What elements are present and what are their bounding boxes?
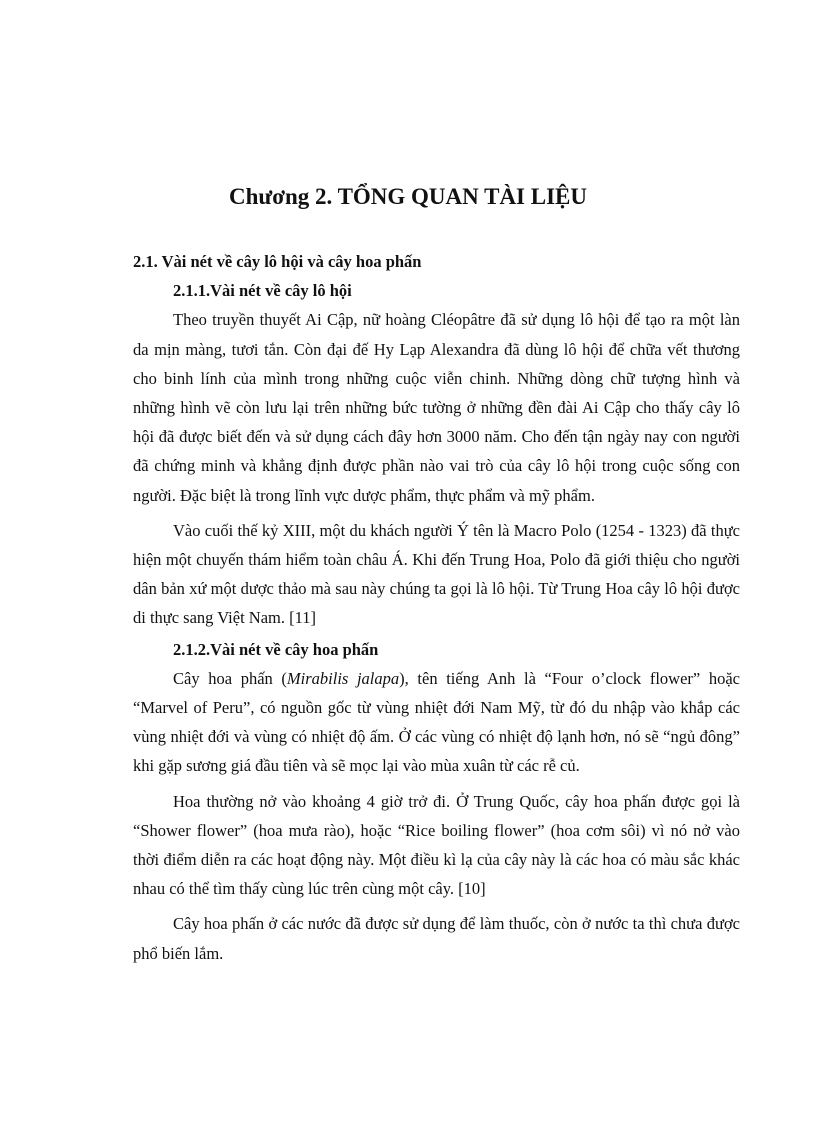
chapter-title: Chương 2. TỔNG QUAN TÀI LIỆU bbox=[229, 184, 587, 209]
paragraph-hoa-phan-medicine: Cây hoa phấn ở các nước đã được sử dụng để làm thuốc, còn ở nước ta thì chưa được phổ biến lắm. bbox=[133, 914, 740, 963]
paragraph-rest-text: ), tên tiếng Anh là “Four o’clock flower” hoặc “Marvel of Peru”, có nguồn gốc từ vùng nhiệt đới Nam Mỹ, từ đó du nhập vào khắp các vùng nhiệt đới và vùng có nhiệt độ ấm. Ở các vùng có nhiệt độ lạnh hơn, nó sẽ “ngủ đông” khi gặp sương giá đầu tiên và sẽ mọc lại vào mùa xuân từ các rễ củ. bbox=[133, 668, 740, 776]
section-heading-2-1: 2.1. Vài nét về cây lô hội và cây hoa phấn bbox=[133, 252, 422, 271]
paragraph-lead-text: Cây hoa phấn ( bbox=[173, 668, 287, 688]
scientific-name: Mirabilis jalapa bbox=[286, 668, 400, 688]
section-heading-2-1-1: 2.1.1.Vài nét về cây lô hội bbox=[173, 281, 352, 301]
section-heading-2-1-2: 2.1.2.Vài nét về cây hoa phấn bbox=[173, 639, 379, 659]
paragraph-marco-polo: Vào cuối thế kỷ XIII, một du khách người Ý tên là Macro Polo (1254 - 1323) đã thực hiện một chuyến thám hiểm toàn châu Á. Khi đến Trung Hoa, Polo đã giới thiệu cho người dân bản xứ một dược thảo mà sau này chúng ta gọi là lô hội. Từ Trung Hoa cây lô hội được di thực sang Việt Nam. [11] bbox=[133, 520, 740, 628]
paragraph-hoa-phan-blooming: Hoa thường nở vào khoảng 4 giờ trở đi. Ở Trung Quốc, cây hoa phấn được gọi là “Shower flower” (hoa mưa rào), hoặc “Rice boiling flower” (hoa cơm sôi) vì nó nở vào thời điểm diễn ra các hoạt động này. Một điều kì lạ của cây này là các hoa có màu sắc khác nhau có thể tìm thấy cùng lúc trên cùng một cây. [10] bbox=[133, 791, 740, 899]
document-body bbox=[133, 247, 740, 974]
paragraph-lo-hoi-history: Theo truyền thuyết Ai Cập, nữ hoàng Cléopâtre đã sử dụng lô hội để tạo ra một làn da mịn màng, tươi tắn. Còn đại đế Hy Lạp Alexandra đã dùng lô hội để chữa vết thương cho binh lính của mình trong những cuộc viễn chinh. Những dòng chữ tượng hình và những hình vẽ còn lưu lại trên những bức tường ở những đền đài Ai Cập cho thấy cây lô hội đã được biết đến và sử dụng cách đây hơn 3000 năm. Cho đến tận ngày nay con người đã chứng minh và khẳng định được phần nào vai trò của cây lô hội trong cuộc sống con người. Đặc biệt là trong lĩnh vực dược phẩm, thực phẩm và mỹ phẩm. bbox=[133, 310, 740, 505]
paragraph-hoa-phan-origin bbox=[133, 664, 740, 781]
